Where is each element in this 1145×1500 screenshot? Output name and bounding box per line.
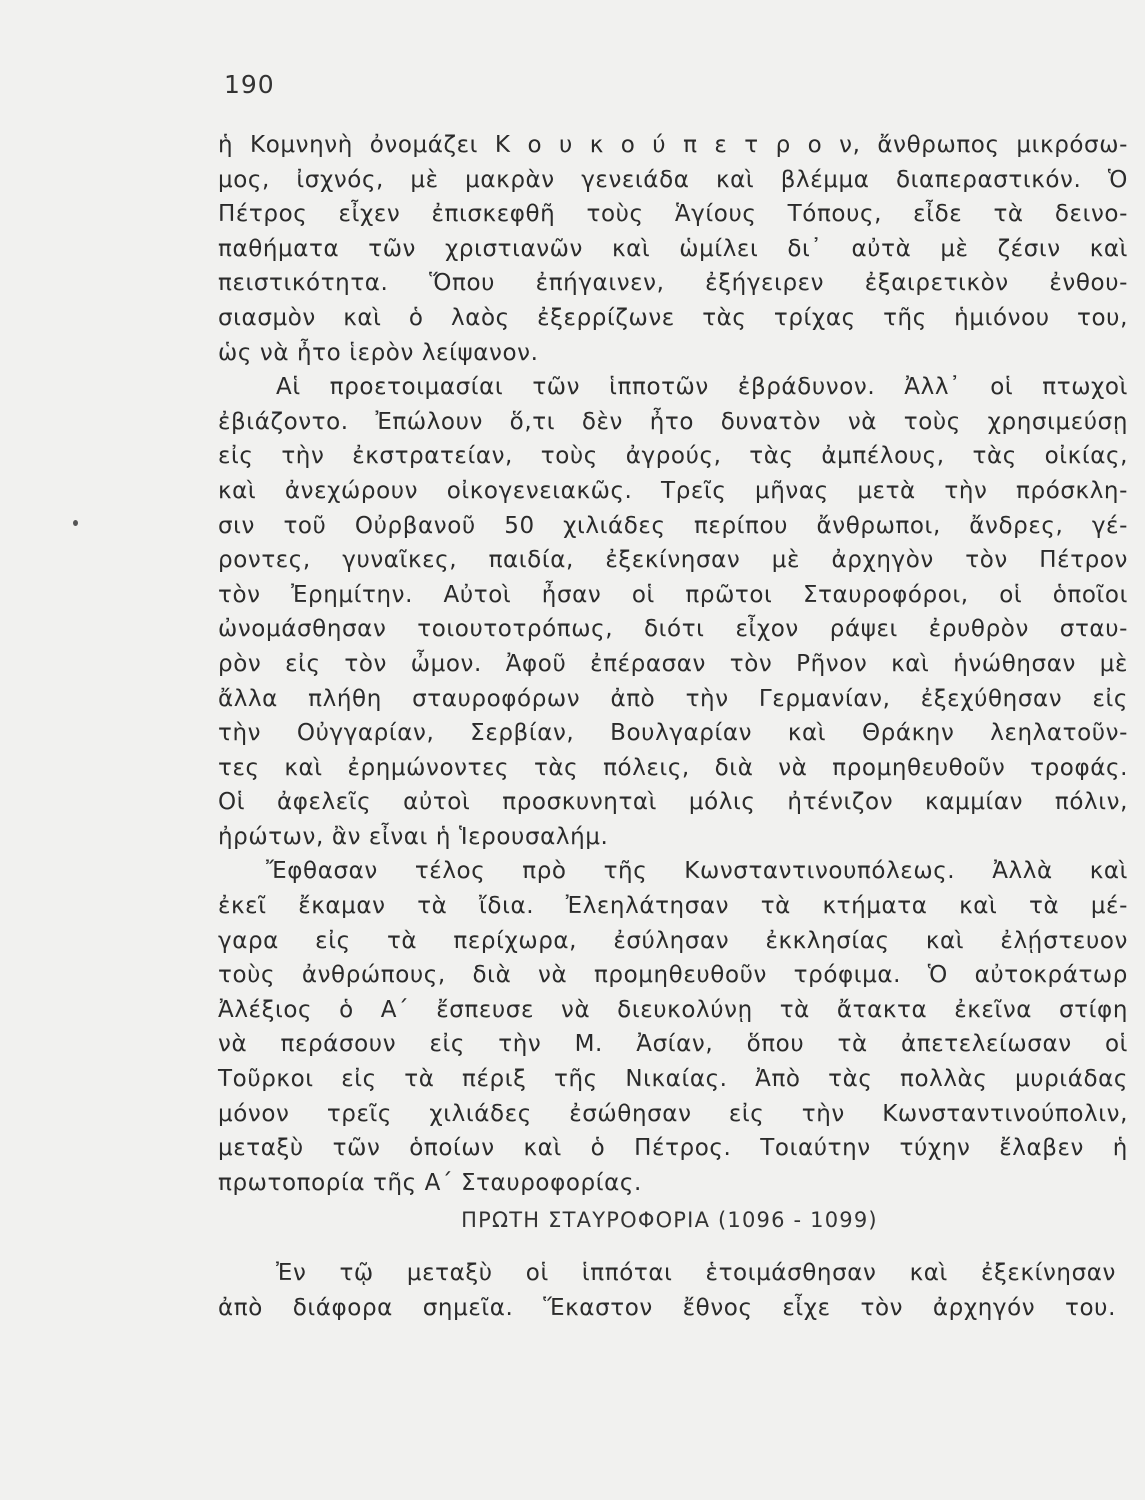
text-line: γαρα εἰς τὰ περίχωρα, ἐσύλησαν ἐκκλησίας καὶ ἐλῄστευον [218,927,1128,954]
text-line: νὰ περάσουν εἰς τὴν Μ. Ἀσίαν, ὅπου τὰ ἀπετελείωσαν οἱ [218,1031,1128,1058]
text-line: Οἱ ἀφελεῖς αὐτοὶ προσκυνηταὶ μόλις ἠτένιζον καμμίαν πόλιν, [218,789,1128,816]
text-line: εἰς τὴν ἐκστρατείαν, τοὺς ἀγρούς, τὰς ἀμπέλους, τὰς οἰκίας, [218,443,1128,470]
text-line: ρὸν εἰς τὸν ὦμον. Ἀφοῦ ἐπέρασαν τὸν Ρῆνον καὶ ἡνώθησαν μὲ [218,650,1128,677]
text-line: Τοῦρκοι εἰς τὰ πέριξ τῆς Νικαίας. Ἀπὸ τὰς πολλὰς μυριάδας [218,1066,1128,1093]
text-line: μεταξὺ τῶν ὁποίων καὶ ὁ Πέτρος. Τοιαύτην τύχην ἔλαβεν ἡ [218,1135,1128,1162]
text-line: καὶ ἀνεχώρουν οἰκογενειακῶς. Τρεῖς μῆνας μετὰ τὴν πρόσκλη- [218,477,1128,504]
text-line: πειστικότητα. Ὅπου ἐπήγαινεν, ἐξήγειρεν ἐξαιρετικὸν ἐνθου- [218,270,1128,297]
text-line: ἀπὸ διάφορα σημεῖα. Ἕκαστον ἔθνος εἶχε τὸν ἀρχηγόν του. [218,1294,1116,1321]
text-line: ὠνομάσθησαν τοιουτοτρόπως, διότι εἶχον ράψει ἐρυθρὸν σταυ- [218,616,1128,643]
text-line: τες καὶ ἐρημώνοντες τὰς πόλεις, διὰ νὰ προμηθευθοῦν τροφάς. [218,754,1128,781]
text-line: παθήματα τῶν χριστιανῶν καὶ ὡμίλει δι᾽ αὐτὰ μὲ ζέσιν καὶ [218,235,1128,262]
section-heading-text: ΠΡΩΤΗ ΣΤΑΥΡΟΦΟΡΙΑ (1096 - 1099) [461,1208,878,1232]
text-line: ἐβιάζοντο. Ἐπώλουν ὅ,τι δὲν ἦτο δυνατὸν νὰ τοὺς χρησιμεύσῃ [218,408,1128,435]
text-line: ροντες, γυναῖκες, παιδία, ἐξεκίνησαν μὲ ἀρχηγὸν τὸν Πέτρον [218,547,1128,574]
paragraph-start-line: Αἱ προετοιμασίαι τῶν ἱπποτῶν ἐβράδυνον. Ἀλλ᾽ οἱ πτωχοὶ [276,374,1128,401]
text-line: πρωτοπορία τῆς Α΄ Σταυροφορίας. [218,1169,642,1196]
body-text [218,128,1128,1200]
text-line: τὸν Ἐρημίτην. Αὐτοὶ ἦσαν οἱ πρῶτοι Σταυροφόροι, οἱ ὁποῖοι [218,581,1128,608]
section-heading [0,1208,1145,1232]
text-line: ὡς νὰ ἦτο ἱερὸν λείψανον. [218,339,539,366]
text-line: ἐκεῖ ἔκαμαν τὰ ἴδια. Ἐλεηλάτησαν τὰ κτήματα καὶ τὰ μέ- [218,893,1128,920]
paragraph-start-line: Ἐν τῷ μεταξὺ οἱ ἱππόται ἑτοιμάσθησαν καὶ ἐξεκίνησαν [276,1260,1116,1286]
text-line: ἠρώτων, ἂν εἶναι ἡ Ἱερουσαλήμ. [218,823,609,850]
page-number: 190 [224,70,275,99]
text-line: Πέτρος εἶχεν ἐπισκεφθῆ τοὺς Ἁγίους Τόπους, εἶδε τὰ δεινο- [218,201,1128,228]
body-text-continued [218,1256,1116,1325]
text-line: τὴν Οὐγγαρίαν, Σερβίαν, Βουλγαρίαν καὶ Θράκην λεηλατοῦν- [218,720,1128,747]
text-line: ἄλλα πλήθη σταυροφόρων ἀπὸ τὴν Γερμανίαν, ἐξεχύθησαν εἰς [218,685,1128,712]
text-line: σιν τοῦ Οὐρβανοῦ 50 χιλιάδες περίπου ἄνθρωποι, ἄνδρες, γέ- [218,512,1128,539]
paragraph-start-line: Ἔφθασαν τέλος πρὸ τῆς Κωνσταντινουπόλεως. Ἀλλὰ καὶ [266,858,1128,885]
text-line: μος, ἰσχνός, μὲ μακρὰν γενειάδα καὶ βλέμμα διαπεραστικόν. Ὁ [218,166,1128,193]
text-line: σιασμὸν καὶ ὁ λαὸς ἐξερρίζωνε τὰς τρίχας τῆς ἡμιόνου του, [218,304,1128,331]
text-line: ἡ Κομνηνὴ ὀνομάζει Κ ο υ κ ο ύ π ε τ ρ ο ν, ἄνθρωπος μικρόσω- [218,132,1128,158]
ink-dot [73,520,78,526]
text-line: τοὺς ἀνθρώπους, διὰ νὰ προμηθευθοῦν τρόφιμα. Ὁ αὐτοκράτωρ [218,962,1128,989]
text-line: μόνον τρεῖς χιλιάδες ἐσώθησαν εἰς τὴν Κωνσταντινούπολιν, [218,1100,1128,1127]
text-line: Ἀλέξιος ὁ Α΄ ἔσπευσε νὰ διευκολύνῃ τὰ ἄτακτα ἐκεῖνα στίφη [218,996,1128,1023]
